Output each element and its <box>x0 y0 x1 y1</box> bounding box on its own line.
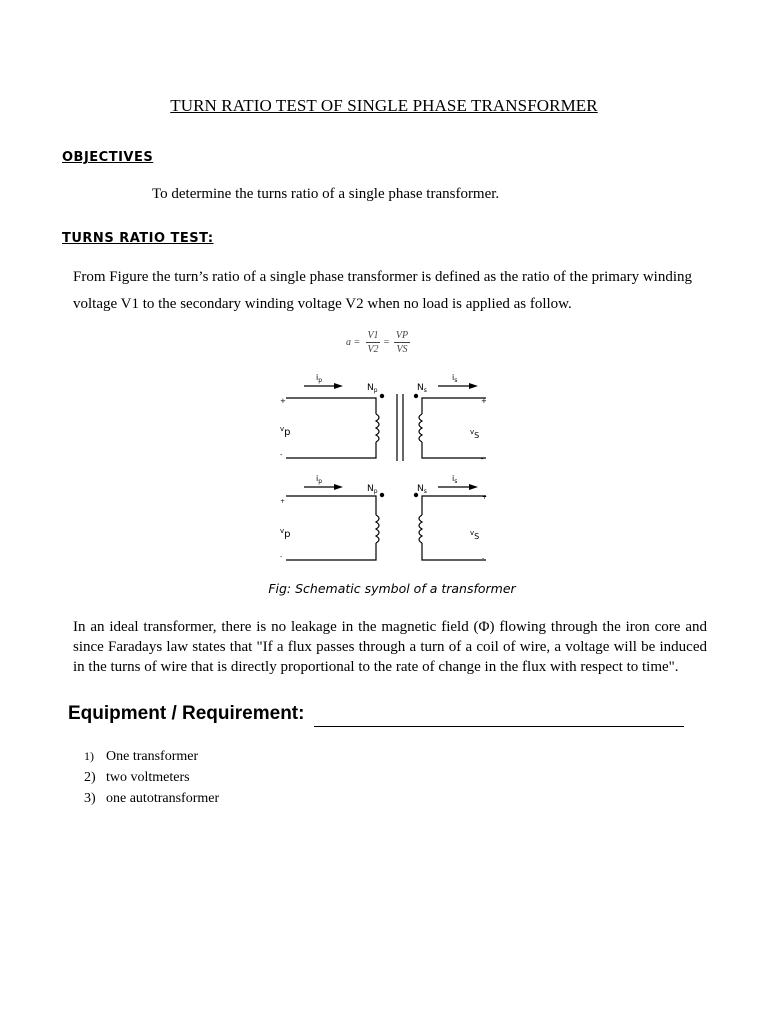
list-number: 2) <box>84 770 96 785</box>
ip-arrowhead-upper <box>334 383 343 389</box>
vp-plus-upper: + <box>280 397 286 405</box>
figure-caption: Fig: Schematic symbol of a transformer <box>268 581 516 596</box>
turns-ratio-heading: TURNS RATIO TEST: <box>62 231 214 246</box>
vp-label-lower: $^v$p <box>280 527 291 540</box>
secondary-coil-lower <box>419 515 422 543</box>
vs-plus-upper: + <box>481 397 487 405</box>
formula-den-2: VS <box>396 344 408 355</box>
list-item <box>84 746 384 767</box>
np-label-upper: $N_p$ <box>367 383 378 394</box>
vp-minus-upper: - <box>280 451 283 459</box>
is-arrowhead-upper <box>469 383 478 389</box>
formula-num-2: VP <box>395 330 409 341</box>
secondary-bottom-wire-lower <box>422 543 486 560</box>
transformer-schematic <box>276 368 496 568</box>
primary-bottom-wire-lower <box>286 543 376 560</box>
vp-minus-lower: - <box>280 553 283 560</box>
secondary-bottom-wire-upper <box>422 442 486 458</box>
list-item <box>84 788 384 809</box>
is-arrowhead-lower <box>469 484 478 490</box>
vp-plus-lower: + <box>280 498 286 505</box>
primary-coil-lower <box>376 515 379 543</box>
formula-eq: = <box>383 337 390 348</box>
polarity-dot-primary-upper <box>380 394 384 398</box>
ns-label-upper: $N_s$ <box>417 383 427 394</box>
secondary-top-wire-lower <box>422 496 486 515</box>
page-title: TURN RATIO TEST OF SINGLE PHASE TRANSFORMER <box>170 96 598 115</box>
primary-bottom-wire-upper <box>286 442 376 458</box>
ip-arrowhead-lower <box>334 484 343 490</box>
is-label-lower: $i_s$ <box>452 474 458 485</box>
vs-label-lower: $^v_S$ <box>470 529 480 541</box>
vp-label-upper: $^v$p <box>280 425 291 438</box>
list-text: two voltmeters <box>106 770 190 785</box>
list-number: 3) <box>84 791 96 806</box>
turns-ratio-line-1: From Figure the turn’s ratio of a single phase transformer is defined as the ratio of the primary winding <box>73 269 693 285</box>
is-label-upper: $i_s$ <box>452 373 458 384</box>
turns-ratio-formula <box>346 328 416 360</box>
ideal-transformer-paragraph: In an ideal transformer, there is no leakage in the magnetic field (Φ) flowing through the iron core and since Faradays law states that "If a flux passes through a turn of a coil of wire, a voltage will be induced in the turns of wire that is directly proportional to the rate of change in the flux with respect to time". <box>73 619 707 675</box>
polarity-dot-primary-lower <box>380 493 384 497</box>
equipment-heading-rule <box>314 726 684 727</box>
ns-label-lower: $N_s$ <box>417 484 427 495</box>
objectives-text: To determine the turns ratio of a single phase transformer. <box>152 186 500 202</box>
ip-label-upper: $i_p$ <box>316 373 323 384</box>
objectives-heading: OBJECTIVES <box>62 150 154 165</box>
formula-bar-2 <box>394 342 410 343</box>
formula-den-1: V2 <box>367 344 379 355</box>
secondary-top-wire-upper <box>422 398 486 414</box>
vs-plus-lower: + <box>482 494 488 501</box>
list-text: One transformer <box>106 749 199 764</box>
formula-lhs: a = <box>346 337 361 348</box>
polarity-dot-secondary-upper <box>414 394 418 398</box>
list-text: one autotransformer <box>106 791 220 806</box>
vs-minus-lower: - <box>482 555 485 562</box>
turns-ratio-line-2: voltage V1 to the secondary winding voltage V2 when no load is applied as follow. <box>73 296 572 312</box>
ip-label-lower: $i_p$ <box>316 474 323 485</box>
vs-minus-upper: - <box>481 455 484 463</box>
primary-coil-upper <box>376 414 379 442</box>
equipment-list <box>84 746 384 809</box>
turns-ratio-paragraph <box>73 264 733 318</box>
primary-top-wire-upper <box>286 398 376 414</box>
vs-label-upper: $^v_S$ <box>470 428 480 440</box>
secondary-coil-upper <box>419 414 422 442</box>
list-item <box>84 767 384 788</box>
formula-num-1: V1 <box>367 330 379 341</box>
equipment-heading: Equipment / Requirement: <box>68 703 305 724</box>
primary-top-wire-lower <box>286 496 376 515</box>
list-number: 1) <box>84 749 94 763</box>
np-label-lower: $N_p$ <box>367 484 378 495</box>
formula-bar-1 <box>366 342 380 343</box>
